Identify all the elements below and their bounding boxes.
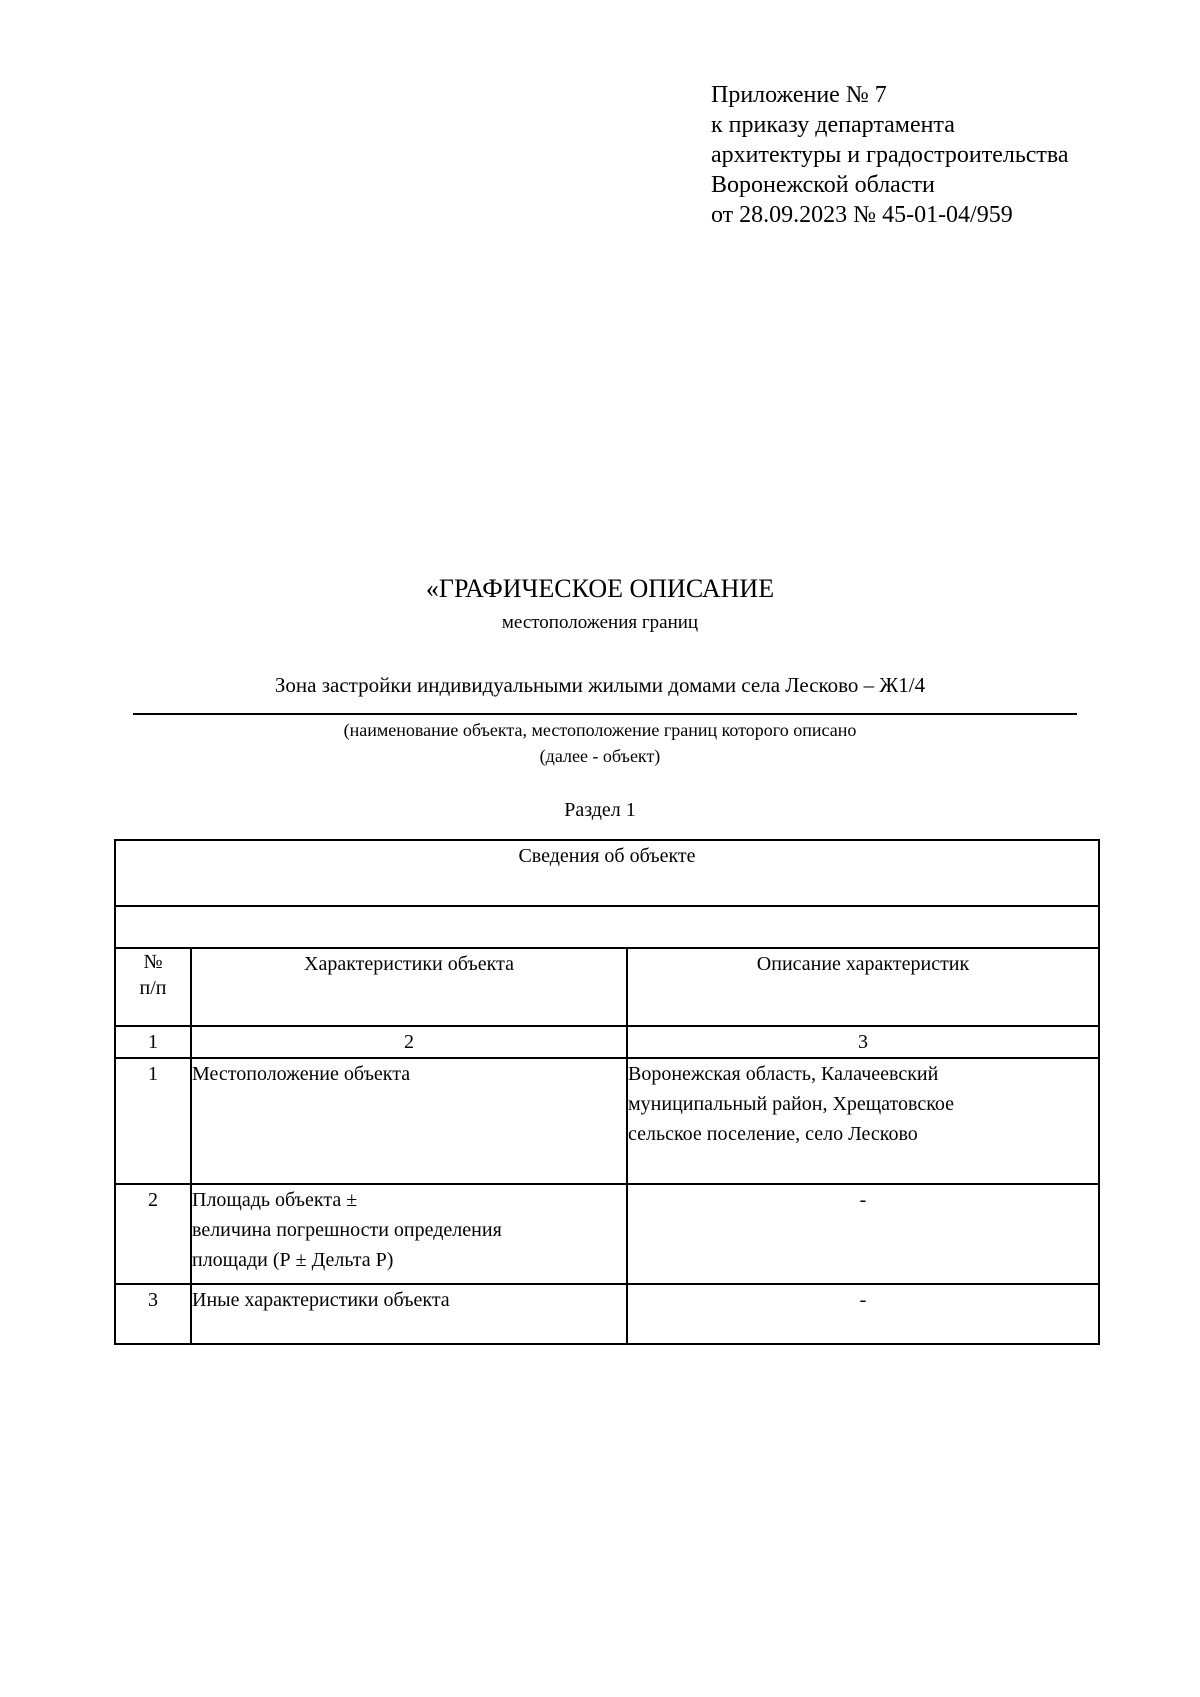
row-number: 2 [115,1184,191,1284]
column-header-number [115,948,191,1026]
row-description [627,1284,1099,1344]
row-description [627,1058,1099,1184]
column-index-cell: 3 [627,1026,1099,1058]
row-characteristic [191,1284,627,1344]
table-empty-row [115,906,1099,948]
annex-date-line: от 28.09.2023 № 45-01-04/959 [711,202,1013,228]
column-header-number-line2: п/п [139,977,167,999]
characteristic-line: Площадь объекта ± [192,1189,358,1211]
object-name-caption [0,717,1200,769]
table-row [115,1058,1099,1184]
column-header-number-line1: № [143,951,163,973]
annex-department-line: архитектуры и градостроительства [711,142,1069,168]
annex-region-line: Воронежской области [711,172,935,198]
caption-line-2: (далее - объект) [539,746,661,766]
column-index-cell: 2 [191,1026,627,1058]
characteristic-line: площади (Р ± Дельта Р) [192,1249,394,1271]
row-characteristic [191,1058,627,1184]
description-line: сельское поселение, село Лесково [628,1123,918,1145]
column-header-characteristic: Характеристики объекта [191,948,627,1026]
object-info-table [114,839,1100,1345]
section-title: Раздел 1 [564,799,636,821]
caption-line-1: (наименование объекта, местоположение границ которого описано [343,720,857,740]
object-name: Зона застройки индивидуальными жилыми домами села Лесково – Ж1/4 [274,673,926,697]
annex-number: Приложение № 7 [711,82,887,108]
description-line: Воронежская область, Калачеевский [628,1063,939,1085]
table-row [115,1184,1099,1284]
row-number: 3 [115,1284,191,1344]
row-description [627,1184,1099,1284]
annex-header [711,80,1069,230]
document-subtitle: местоположения границ [501,612,699,633]
characteristic-line: Иные характеристики объекта [192,1289,450,1311]
table-heading-row [115,840,1099,906]
row-characteristic [191,1184,627,1284]
characteristic-line: Местоположение объекта [192,1063,411,1085]
object-name-underline [133,713,1077,715]
empty-cell [115,906,1099,948]
annex-order-line: к приказу департамента [711,112,955,138]
description-line: муниципальный район, Хрещатовское [628,1093,955,1115]
column-index-cell: 1 [115,1026,191,1058]
document-title: «ГРАФИЧЕСКОЕ ОПИСАНИЕ [425,574,775,603]
characteristic-line: величина погрешности определения [192,1219,502,1241]
column-header-description: Описание характеристик [627,948,1099,1026]
table-heading: Сведения об объекте [115,840,1099,906]
description-line: - [859,1189,867,1211]
row-number: 1 [115,1058,191,1184]
description-line: - [859,1289,867,1311]
column-header-row [115,948,1099,1026]
table-row [115,1284,1099,1344]
column-index-row [115,1026,1099,1058]
